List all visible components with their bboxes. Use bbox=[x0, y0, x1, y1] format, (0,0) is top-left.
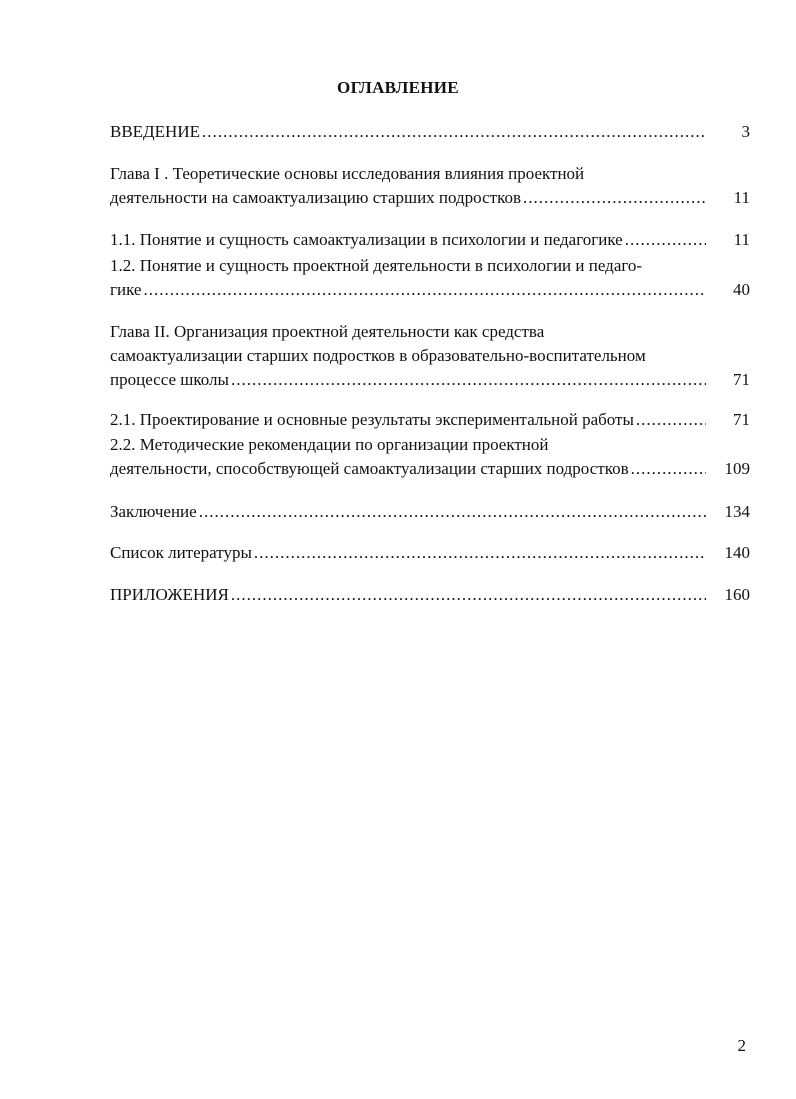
leader-dots bbox=[231, 583, 706, 607]
toc-entry-chapter-2[interactable] bbox=[110, 320, 750, 392]
toc-entry-page: 71 bbox=[733, 370, 750, 389]
toc-entry-label: процессе школы bbox=[110, 370, 229, 389]
toc-entry-label: Глава I . Теоретические основы исследования влияния проектной bbox=[110, 164, 585, 183]
toc-entry-label: 2.2. Методические рекомендации по организации проектной bbox=[110, 435, 549, 454]
toc-entry-label: деятельности, способствующей самоактуализации старших подростков bbox=[110, 459, 629, 478]
toc-entry-section-2-2[interactable] bbox=[110, 433, 750, 481]
leader-dots bbox=[631, 457, 706, 481]
toc-entry-chapter-1[interactable] bbox=[110, 162, 750, 210]
toc-entry-bibliography[interactable] bbox=[110, 541, 750, 565]
toc-entry-label: Список литературы bbox=[110, 543, 252, 562]
toc-entry-label: Заключение bbox=[110, 502, 197, 521]
leader-dots bbox=[625, 228, 706, 252]
toc-title: ОГЛАВЛЕНИЕ bbox=[337, 78, 459, 97]
leader-dots bbox=[202, 120, 706, 144]
toc-entry-page: 40 bbox=[733, 280, 750, 299]
toc-entry-page: 11 bbox=[733, 230, 750, 249]
toc-entry-section-1-2[interactable] bbox=[110, 254, 750, 302]
toc-entry-section-2-1[interactable] bbox=[110, 408, 750, 432]
toc-entry-label: Глава II. Организация проектной деятельности как средства bbox=[110, 322, 545, 341]
toc-entry-section-1-1[interactable] bbox=[110, 228, 750, 252]
leader-dots bbox=[254, 541, 706, 565]
leader-dots bbox=[199, 500, 706, 524]
toc-entry-page: 134 bbox=[724, 502, 750, 521]
toc-entry-label: 1.2. Понятие и сущность проектной деятельности в психологии и педаго- bbox=[110, 256, 643, 275]
toc-entry-label: деятельности на самоактуализацию старших подростков bbox=[110, 188, 522, 207]
toc-entry-label: 2.1. Проектирование и основные результаты экспериментальной работы bbox=[110, 410, 634, 429]
toc-entry-appendices[interactable] bbox=[110, 583, 750, 607]
toc-entry-page: 71 bbox=[733, 410, 750, 429]
toc-entry-label: гике bbox=[110, 280, 142, 299]
toc-entry-conclusion[interactable] bbox=[110, 500, 750, 524]
toc-entry-label: ПРИЛОЖЕНИЯ bbox=[110, 585, 229, 604]
toc-entry-page: 109 bbox=[724, 459, 750, 478]
toc-entry-label: самоактуализации старших подростков в образовательно-воспитательном bbox=[110, 346, 646, 365]
toc-entry-page: 140 bbox=[724, 543, 750, 562]
page-number: 2 bbox=[737, 1036, 746, 1055]
leader-dots bbox=[636, 408, 706, 432]
toc-entry-page: 160 bbox=[724, 585, 750, 604]
toc-entry-page: 3 bbox=[741, 122, 750, 141]
toc-entry-label: ВВЕДЕНИЕ bbox=[110, 122, 200, 141]
leader-dots bbox=[143, 278, 706, 302]
leader-dots bbox=[523, 186, 706, 210]
toc-entry-page: 11 bbox=[733, 188, 750, 207]
toc-entry-introduction[interactable] bbox=[110, 120, 750, 144]
toc-entry-label: 1.1. Понятие и сущность самоактуализации в психологии и педагогике bbox=[110, 230, 623, 249]
leader-dots bbox=[231, 368, 706, 392]
